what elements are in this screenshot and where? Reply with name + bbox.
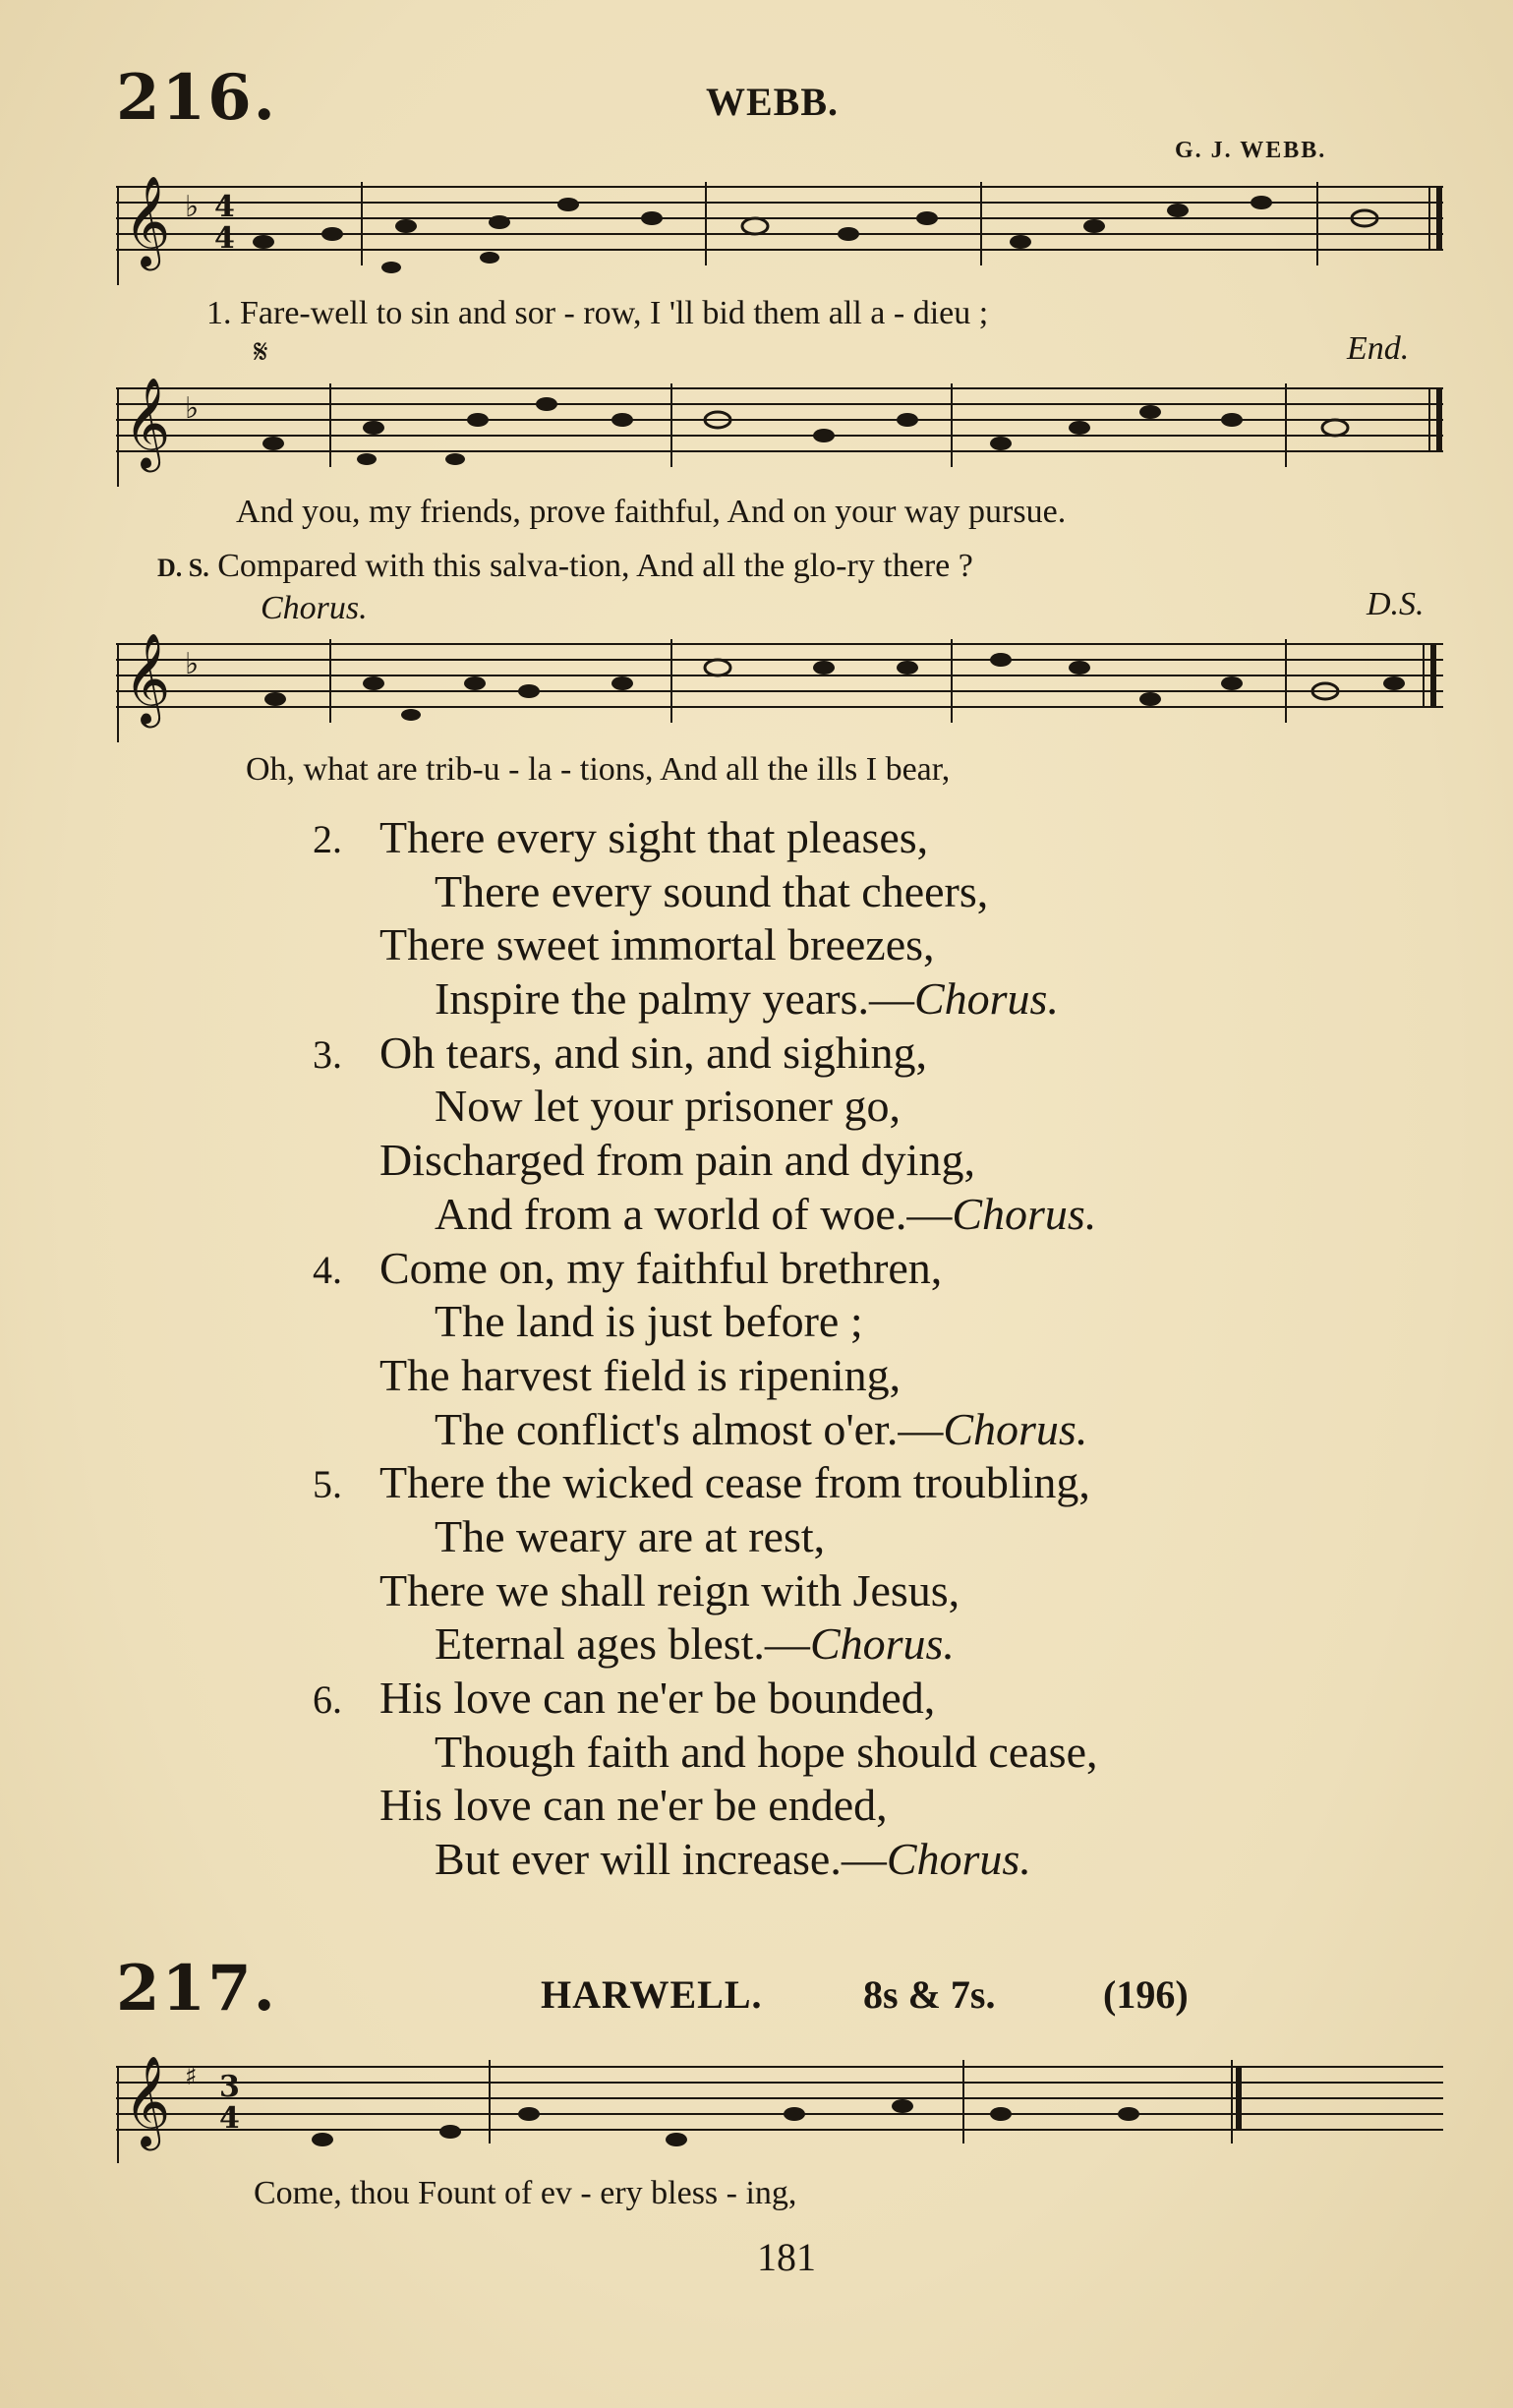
- verse-line: There every sound that cheers,: [435, 865, 989, 916]
- verse-3: [313, 1027, 1394, 1242]
- hymn-216-verses: [313, 811, 1394, 1887]
- chorus-mark: Chorus.: [261, 590, 368, 626]
- verse-number: 2.: [313, 817, 342, 861]
- chorus-ref: Chorus.: [943, 1403, 1088, 1454]
- verse-line: Though faith and hope should cease,: [435, 1726, 1098, 1777]
- treble-clef-icon: 𝄞: [124, 175, 171, 266]
- verse-line: Discharged from pain and dying,: [379, 1135, 975, 1186]
- chorus-ref: Chorus.: [809, 1618, 955, 1670]
- hymn-216-lyric-line-2: And you, my friends, prove faithful, And on your way pursue.: [236, 494, 1067, 530]
- verse-line: There sweet immortal breezes,: [379, 919, 935, 970]
- hymn-217-lyric: Come, thou Fount of ev - ery bless - ing,: [254, 2175, 797, 2211]
- verse-line: Now let your prisoner go,: [435, 1081, 901, 1132]
- verse-number: 4.: [313, 1247, 342, 1292]
- music-staff-4: [116, 2055, 1453, 2163]
- svg-text:♭: ♭: [185, 190, 200, 224]
- verse-line: Eternal ages blest.—: [435, 1618, 810, 1670]
- verse-line: And from a world of woe.—: [435, 1188, 953, 1239]
- verse-2: [313, 811, 1394, 1027]
- svg-text:4: 4: [214, 221, 235, 256]
- hymn-216-composer: G. J. WEBB.: [1175, 138, 1327, 163]
- verse-line: Oh tears, and sin, and sighing,: [379, 1027, 928, 1078]
- verse-number: 3.: [313, 1031, 342, 1077]
- verse-line: The weary are at rest,: [435, 1510, 826, 1561]
- ds-label: D. S.: [157, 554, 209, 582]
- hymn-216-ds-line: [157, 548, 973, 585]
- chorus-ref: Chorus.: [952, 1188, 1097, 1239]
- svg-text:4: 4: [219, 2101, 240, 2136]
- verse-line: His love can ne'er be ended,: [379, 1780, 888, 1831]
- chorus-ref: Chorus.: [886, 1834, 1031, 1885]
- hymn-216-lyric-line-3: Oh, what are trib-u - la - tions, And all the ills I bear,: [246, 751, 951, 788]
- verse-5: [313, 1456, 1394, 1672]
- hymn-216-number: 216.: [116, 61, 277, 135]
- hymn-217-meter: 8s & 7s.: [863, 1972, 996, 2017]
- music-staff-2: [116, 379, 1453, 487]
- hymn-216-tune-name: WEBB.: [706, 80, 840, 124]
- hymn-216-lyric-line-1: 1. Fare-well to sin and sor - row, I 'll bid them all a - dieu ;: [206, 295, 989, 331]
- svg-text:♯: ♯: [185, 2062, 198, 2091]
- verse-line: There every sight that pleases,: [379, 812, 929, 862]
- music-staff-3: [116, 634, 1453, 742]
- segno-sign: 𝄋: [254, 334, 268, 371]
- ds-mark: D.S.: [1367, 586, 1425, 622]
- hymn-217-tune-name: HARWELL.: [541, 1972, 763, 2017]
- treble-clef-icon: 𝄞: [124, 2055, 171, 2146]
- svg-text:♭: ♭: [185, 647, 200, 681]
- verse-line: There we shall reign with Jesus,: [379, 1564, 960, 1615]
- chorus-ref: Chorus.: [913, 973, 1059, 1025]
- treble-clef-icon: 𝄞: [124, 377, 171, 468]
- verse-line: Inspire the palmy years.—: [435, 973, 914, 1025]
- verse-line: But ever will increase.—: [435, 1834, 887, 1885]
- svg-text:3: 3: [219, 2070, 240, 2104]
- verse-line: There the wicked cease from troubling,: [379, 1457, 1090, 1508]
- hymn-217-number: 217.: [116, 1952, 277, 2026]
- music-staff-1: [116, 177, 1453, 285]
- verse-4: [313, 1242, 1394, 1457]
- verse-line: The conflict's almost o'er.—: [435, 1403, 944, 1454]
- verse-line: The harvest field is ripening,: [379, 1349, 902, 1400]
- page-number: 181: [757, 2235, 816, 2279]
- hymn-217-reference: (196): [1103, 1972, 1189, 2017]
- verse-line: The land is just before ;: [435, 1296, 863, 1347]
- end-mark: End.: [1347, 330, 1410, 367]
- verse-number: 5.: [313, 1462, 342, 1507]
- svg-text:4: 4: [214, 190, 235, 224]
- verse-line: Come on, my faithful brethren,: [379, 1242, 943, 1293]
- verse-line: His love can ne'er be bounded,: [379, 1673, 936, 1723]
- ds-lyric: Compared with this salva-tion, And all the glo-ry there ?: [217, 548, 973, 584]
- verse-number: 6.: [313, 1677, 342, 1722]
- verse-6: [313, 1672, 1394, 1887]
- svg-text:♭: ♭: [185, 391, 200, 426]
- treble-clef-icon: 𝄞: [124, 632, 171, 724]
